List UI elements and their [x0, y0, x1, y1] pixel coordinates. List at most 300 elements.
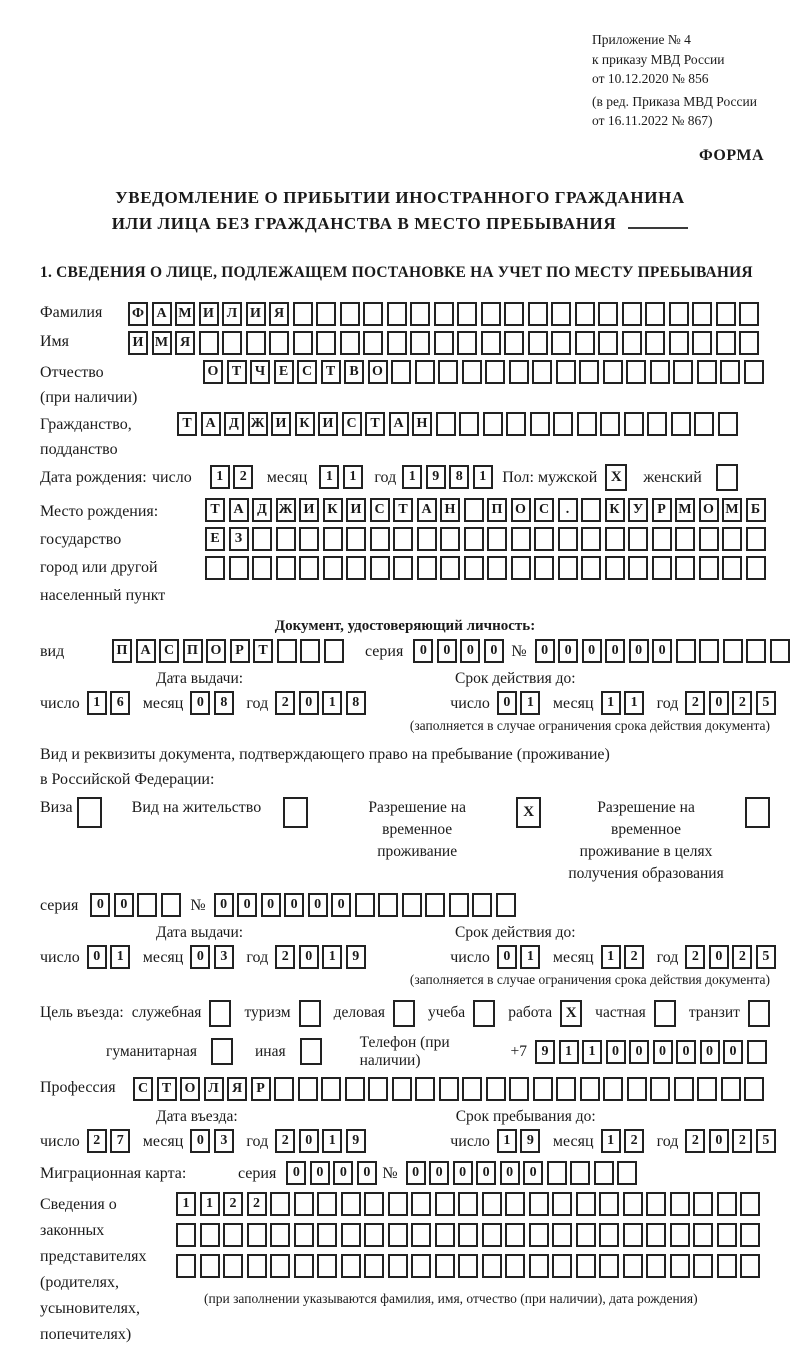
char-cell[interactable]: 1 — [87, 691, 107, 715]
char-cell[interactable] — [410, 331, 430, 355]
char-cell[interactable] — [717, 1254, 737, 1278]
char-cell[interactable] — [504, 302, 524, 326]
char-cell[interactable] — [739, 331, 759, 355]
char-cell[interactable] — [391, 360, 411, 384]
char-cell[interactable]: И — [128, 331, 148, 355]
char-cell[interactable]: Т — [177, 412, 197, 436]
char-cell[interactable] — [506, 412, 526, 436]
char-cell[interactable]: С — [534, 498, 554, 522]
char-cell[interactable] — [746, 556, 766, 580]
char-cell[interactable] — [576, 1192, 596, 1216]
char-cell[interactable] — [176, 1254, 196, 1278]
char-cell[interactable] — [346, 527, 366, 551]
char-cell[interactable] — [410, 302, 430, 326]
char-cell[interactable] — [415, 360, 435, 384]
char-cell[interactable] — [581, 527, 601, 551]
char-cell[interactable] — [746, 527, 766, 551]
char-cell[interactable] — [223, 1223, 243, 1247]
char-cell[interactable] — [324, 639, 344, 663]
char-cell[interactable] — [746, 639, 766, 663]
char-cell[interactable]: С — [297, 360, 317, 384]
char-cell[interactable]: 0 — [709, 691, 729, 715]
char-cell[interactable] — [670, 1254, 690, 1278]
char-cell[interactable] — [740, 1192, 760, 1216]
char-cell[interactable]: 0 — [709, 945, 729, 969]
char-cell[interactable]: 0 — [606, 1040, 626, 1064]
char-cell[interactable] — [355, 893, 375, 917]
char-cell[interactable]: 9 — [520, 1129, 540, 1153]
char-cell[interactable]: 0 — [331, 893, 351, 917]
char-cell[interactable]: О — [180, 1077, 200, 1101]
char-cell[interactable] — [293, 302, 313, 326]
char-cell[interactable] — [623, 1192, 643, 1216]
char-cell[interactable] — [534, 556, 554, 580]
char-cell[interactable] — [599, 1192, 619, 1216]
char-cell[interactable] — [425, 893, 445, 917]
char-cell[interactable] — [744, 1077, 764, 1101]
char-cell[interactable]: Т — [253, 639, 273, 663]
char-cell[interactable]: 2 — [732, 691, 752, 715]
char-cell[interactable] — [481, 331, 501, 355]
char-cell[interactable]: О — [203, 360, 223, 384]
char-cell[interactable]: 2 — [685, 945, 705, 969]
char-cell[interactable] — [528, 331, 548, 355]
char-cell[interactable]: 2 — [685, 691, 705, 715]
char-cell[interactable]: 1 — [210, 465, 230, 489]
char-cell[interactable]: Д — [224, 412, 244, 436]
char-cell[interactable] — [458, 1223, 478, 1247]
char-cell[interactable] — [532, 360, 552, 384]
char-cell[interactable]: 9 — [346, 945, 366, 969]
char-cell[interactable] — [205, 556, 225, 580]
char-cell[interactable]: 0 — [286, 1161, 306, 1185]
char-cell[interactable]: Т — [157, 1077, 177, 1101]
char-cell[interactable]: 0 — [299, 1129, 319, 1153]
char-cell[interactable] — [697, 360, 717, 384]
char-cell[interactable] — [692, 302, 712, 326]
char-cell[interactable]: К — [295, 412, 315, 436]
char-cell[interactable] — [747, 1040, 767, 1064]
char-cell[interactable]: 0 — [523, 1161, 543, 1185]
char-cell[interactable] — [294, 1254, 314, 1278]
char-cell[interactable] — [600, 412, 620, 436]
char-cell[interactable] — [317, 1254, 337, 1278]
char-cell[interactable]: 9 — [426, 465, 446, 489]
char-cell[interactable] — [411, 1254, 431, 1278]
char-cell[interactable] — [363, 302, 383, 326]
char-cell[interactable] — [364, 1254, 384, 1278]
char-cell[interactable]: А — [201, 412, 221, 436]
char-cell[interactable]: 0 — [652, 639, 672, 663]
char-cell[interactable] — [486, 1077, 506, 1101]
char-cell[interactable]: С — [133, 1077, 153, 1101]
char-cell[interactable]: 2 — [732, 1129, 752, 1153]
char-cell[interactable]: 8 — [214, 691, 234, 715]
char-cell[interactable] — [576, 1254, 596, 1278]
char-cell[interactable]: М — [675, 498, 695, 522]
char-cell[interactable] — [321, 1077, 341, 1101]
purpose-study-checkbox[interactable] — [473, 1000, 495, 1027]
char-cell[interactable] — [558, 527, 578, 551]
char-cell[interactable]: Я — [269, 302, 289, 326]
char-cell[interactable] — [496, 893, 516, 917]
char-cell[interactable] — [317, 1192, 337, 1216]
char-cell[interactable] — [580, 1077, 600, 1101]
char-cell[interactable] — [200, 1254, 220, 1278]
char-cell[interactable]: 0 — [460, 639, 480, 663]
char-cell[interactable] — [646, 1223, 666, 1247]
char-cell[interactable] — [673, 360, 693, 384]
char-cell[interactable]: 8 — [449, 465, 469, 489]
char-cell[interactable] — [392, 1077, 412, 1101]
char-cell[interactable] — [487, 556, 507, 580]
char-cell[interactable]: 0 — [535, 639, 555, 663]
char-cell[interactable]: 0 — [582, 639, 602, 663]
char-cell[interactable] — [622, 302, 642, 326]
char-cell[interactable]: 0 — [497, 691, 517, 715]
char-cell[interactable]: О — [699, 498, 719, 522]
char-cell[interactable] — [617, 1161, 637, 1185]
char-cell[interactable] — [387, 331, 407, 355]
purpose-other-checkbox[interactable] — [300, 1038, 322, 1065]
char-cell[interactable] — [449, 893, 469, 917]
char-cell[interactable]: 2 — [275, 691, 295, 715]
char-cell[interactable] — [670, 1223, 690, 1247]
char-cell[interactable] — [298, 1077, 318, 1101]
char-cell[interactable] — [393, 527, 413, 551]
char-cell[interactable] — [294, 1192, 314, 1216]
char-cell[interactable]: Н — [440, 498, 460, 522]
char-cell[interactable] — [482, 1192, 502, 1216]
char-cell[interactable] — [529, 1254, 549, 1278]
char-cell[interactable] — [270, 1192, 290, 1216]
char-cell[interactable] — [402, 893, 422, 917]
char-cell[interactable]: 0 — [653, 1040, 673, 1064]
char-cell[interactable]: 1 — [473, 465, 493, 489]
char-cell[interactable] — [553, 412, 573, 436]
char-cell[interactable] — [246, 331, 266, 355]
char-cell[interactable] — [458, 1192, 478, 1216]
char-cell[interactable]: И — [199, 302, 219, 326]
char-cell[interactable] — [505, 1192, 525, 1216]
char-cell[interactable] — [717, 1223, 737, 1247]
char-cell[interactable] — [487, 527, 507, 551]
char-cell[interactable] — [581, 498, 601, 522]
char-cell[interactable]: 0 — [429, 1161, 449, 1185]
char-cell[interactable]: 0 — [87, 945, 107, 969]
char-cell[interactable]: В — [344, 360, 364, 384]
char-cell[interactable]: Ж — [276, 498, 296, 522]
char-cell[interactable]: 0 — [484, 639, 504, 663]
char-cell[interactable] — [223, 1254, 243, 1278]
char-cell[interactable] — [744, 360, 764, 384]
char-cell[interactable] — [247, 1223, 267, 1247]
char-cell[interactable] — [556, 360, 576, 384]
char-cell[interactable]: 9 — [535, 1040, 555, 1064]
char-cell[interactable]: Т — [365, 412, 385, 436]
char-cell[interactable] — [739, 302, 759, 326]
char-cell[interactable] — [485, 360, 505, 384]
char-cell[interactable] — [411, 1223, 431, 1247]
char-cell[interactable] — [722, 556, 742, 580]
char-cell[interactable] — [438, 360, 458, 384]
char-cell[interactable]: 0 — [413, 639, 433, 663]
char-cell[interactable] — [575, 302, 595, 326]
char-cell[interactable]: М — [175, 302, 195, 326]
temp-permit-checkbox[interactable]: X — [516, 797, 541, 828]
char-cell[interactable] — [599, 1223, 619, 1247]
char-cell[interactable]: И — [346, 498, 366, 522]
char-cell[interactable]: 0 — [299, 691, 319, 715]
char-cell[interactable] — [270, 1223, 290, 1247]
char-cell[interactable] — [457, 302, 477, 326]
visa-checkbox[interactable] — [77, 797, 102, 828]
char-cell[interactable]: 0 — [476, 1161, 496, 1185]
char-cell[interactable] — [370, 556, 390, 580]
char-cell[interactable]: 6 — [110, 691, 130, 715]
char-cell[interactable]: 1 — [322, 1129, 342, 1153]
char-cell[interactable] — [669, 302, 689, 326]
purpose-humanitarian-checkbox[interactable] — [211, 1038, 233, 1065]
char-cell[interactable]: 1 — [343, 465, 363, 489]
char-cell[interactable] — [388, 1192, 408, 1216]
char-cell[interactable] — [340, 331, 360, 355]
edu-permit-checkbox[interactable] — [745, 797, 770, 828]
char-cell[interactable] — [200, 1223, 220, 1247]
char-cell[interactable] — [458, 1254, 478, 1278]
char-cell[interactable]: 1 — [110, 945, 130, 969]
char-cell[interactable] — [717, 1192, 737, 1216]
char-cell[interactable]: 2 — [624, 1129, 644, 1153]
char-cell[interactable]: П — [487, 498, 507, 522]
char-cell[interactable] — [650, 360, 670, 384]
char-cell[interactable] — [605, 527, 625, 551]
char-cell[interactable] — [721, 1077, 741, 1101]
char-cell[interactable]: 0 — [558, 639, 578, 663]
char-cell[interactable]: 1 — [402, 465, 422, 489]
char-cell[interactable] — [650, 1077, 670, 1101]
char-cell[interactable]: 0 — [284, 893, 304, 917]
char-cell[interactable] — [378, 893, 398, 917]
char-cell[interactable] — [530, 412, 550, 436]
char-cell[interactable]: К — [605, 498, 625, 522]
char-cell[interactable]: 2 — [732, 945, 752, 969]
char-cell[interactable] — [345, 1077, 365, 1101]
char-cell[interactable]: 2 — [275, 945, 295, 969]
char-cell[interactable]: У — [628, 498, 648, 522]
char-cell[interactable]: 2 — [275, 1129, 295, 1153]
char-cell[interactable]: А — [229, 498, 249, 522]
char-cell[interactable] — [699, 556, 719, 580]
char-cell[interactable] — [740, 1223, 760, 1247]
char-cell[interactable] — [464, 498, 484, 522]
char-cell[interactable] — [716, 331, 736, 355]
char-cell[interactable] — [622, 331, 642, 355]
char-cell[interactable]: И — [271, 412, 291, 436]
char-cell[interactable]: 0 — [310, 1161, 330, 1185]
char-cell[interactable]: 0 — [723, 1040, 743, 1064]
char-cell[interactable]: 1 — [624, 691, 644, 715]
char-cell[interactable]: Ч — [250, 360, 270, 384]
char-cell[interactable] — [528, 302, 548, 326]
char-cell[interactable] — [462, 1077, 482, 1101]
char-cell[interactable] — [558, 556, 578, 580]
char-cell[interactable] — [599, 1254, 619, 1278]
char-cell[interactable] — [317, 1223, 337, 1247]
char-cell[interactable] — [434, 331, 454, 355]
char-cell[interactable] — [675, 556, 695, 580]
char-cell[interactable]: 0 — [629, 1040, 649, 1064]
char-cell[interactable]: М — [152, 331, 172, 355]
char-cell[interactable] — [646, 1254, 666, 1278]
char-cell[interactable] — [598, 302, 618, 326]
char-cell[interactable] — [482, 1254, 502, 1278]
char-cell[interactable] — [628, 527, 648, 551]
char-cell[interactable] — [579, 360, 599, 384]
sex-female-checkbox[interactable] — [716, 464, 738, 491]
char-cell[interactable] — [464, 527, 484, 551]
char-cell[interactable] — [556, 1077, 576, 1101]
char-cell[interactable] — [645, 302, 665, 326]
char-cell[interactable]: 1 — [601, 1129, 621, 1153]
char-cell[interactable] — [229, 556, 249, 580]
char-cell[interactable] — [270, 1254, 290, 1278]
char-cell[interactable]: П — [183, 639, 203, 663]
char-cell[interactable]: 0 — [406, 1161, 426, 1185]
char-cell[interactable]: 0 — [605, 639, 625, 663]
char-cell[interactable]: 0 — [308, 893, 328, 917]
char-cell[interactable]: 0 — [114, 893, 134, 917]
char-cell[interactable]: Е — [205, 527, 225, 551]
char-cell[interactable]: Р — [251, 1077, 271, 1101]
char-cell[interactable] — [388, 1254, 408, 1278]
char-cell[interactable]: 2 — [624, 945, 644, 969]
purpose-private-checkbox[interactable] — [654, 1000, 676, 1027]
char-cell[interactable] — [323, 556, 343, 580]
char-cell[interactable] — [623, 1254, 643, 1278]
purpose-tourism-checkbox[interactable] — [299, 1000, 321, 1027]
char-cell[interactable] — [603, 1077, 623, 1101]
char-cell[interactable] — [341, 1223, 361, 1247]
char-cell[interactable] — [440, 527, 460, 551]
char-cell[interactable]: 0 — [497, 945, 517, 969]
char-cell[interactable] — [483, 412, 503, 436]
char-cell[interactable]: 1 — [601, 945, 621, 969]
char-cell[interactable]: 2 — [247, 1192, 267, 1216]
char-cell[interactable] — [693, 1192, 713, 1216]
char-cell[interactable] — [340, 302, 360, 326]
char-cell[interactable] — [176, 1223, 196, 1247]
char-cell[interactable] — [417, 527, 437, 551]
char-cell[interactable] — [504, 331, 524, 355]
char-cell[interactable] — [222, 331, 242, 355]
char-cell[interactable] — [552, 1254, 572, 1278]
char-cell[interactable] — [697, 1077, 717, 1101]
char-cell[interactable] — [720, 360, 740, 384]
char-cell[interactable] — [199, 331, 219, 355]
char-cell[interactable] — [552, 1192, 572, 1216]
char-cell[interactable] — [529, 1192, 549, 1216]
char-cell[interactable] — [252, 527, 272, 551]
char-cell[interactable] — [440, 556, 460, 580]
char-cell[interactable] — [699, 527, 719, 551]
char-cell[interactable] — [511, 556, 531, 580]
char-cell[interactable]: Р — [652, 498, 672, 522]
char-cell[interactable] — [459, 412, 479, 436]
char-cell[interactable] — [370, 527, 390, 551]
char-cell[interactable] — [675, 527, 695, 551]
char-cell[interactable] — [346, 556, 366, 580]
char-cell[interactable] — [722, 527, 742, 551]
char-cell[interactable] — [415, 1077, 435, 1101]
char-cell[interactable]: О — [511, 498, 531, 522]
char-cell[interactable]: 5 — [756, 945, 776, 969]
char-cell[interactable] — [439, 1077, 459, 1101]
char-cell[interactable] — [252, 556, 272, 580]
char-cell[interactable]: 1 — [520, 945, 540, 969]
char-cell[interactable]: 0 — [333, 1161, 353, 1185]
char-cell[interactable] — [692, 331, 712, 355]
char-cell[interactable] — [294, 1223, 314, 1247]
char-cell[interactable]: 0 — [261, 893, 281, 917]
char-cell[interactable]: Я — [227, 1077, 247, 1101]
char-cell[interactable] — [462, 360, 482, 384]
purpose-transit-checkbox[interactable] — [748, 1000, 770, 1027]
char-cell[interactable] — [388, 1223, 408, 1247]
char-cell[interactable] — [511, 527, 531, 551]
char-cell[interactable]: Т — [205, 498, 225, 522]
char-cell[interactable]: 1 — [322, 945, 342, 969]
char-cell[interactable] — [387, 302, 407, 326]
char-cell[interactable]: 5 — [756, 1129, 776, 1153]
char-cell[interactable]: 0 — [500, 1161, 520, 1185]
char-cell[interactable]: Ф — [128, 302, 148, 326]
char-cell[interactable] — [276, 527, 296, 551]
char-cell[interactable]: 0 — [90, 893, 110, 917]
char-cell[interactable] — [645, 331, 665, 355]
char-cell[interactable]: Я — [175, 331, 195, 355]
char-cell[interactable] — [341, 1192, 361, 1216]
char-cell[interactable] — [341, 1254, 361, 1278]
char-cell[interactable]: М — [722, 498, 742, 522]
char-cell[interactable]: 0 — [299, 945, 319, 969]
char-cell[interactable]: 0 — [214, 893, 234, 917]
char-cell[interactable] — [693, 1223, 713, 1247]
char-cell[interactable] — [718, 412, 738, 436]
char-cell[interactable]: С — [159, 639, 179, 663]
char-cell[interactable] — [316, 331, 336, 355]
char-cell[interactable]: 1 — [559, 1040, 579, 1064]
char-cell[interactable] — [509, 360, 529, 384]
char-cell[interactable] — [575, 331, 595, 355]
char-cell[interactable] — [277, 639, 297, 663]
char-cell[interactable]: 0 — [437, 639, 457, 663]
char-cell[interactable] — [669, 331, 689, 355]
char-cell[interactable]: Ж — [248, 412, 268, 436]
char-cell[interactable] — [576, 1223, 596, 1247]
char-cell[interactable]: Е — [274, 360, 294, 384]
char-cell[interactable] — [581, 556, 601, 580]
char-cell[interactable]: 3 — [214, 1129, 234, 1153]
char-cell[interactable] — [435, 1223, 455, 1247]
purpose-business-checkbox[interactable] — [209, 1000, 231, 1027]
char-cell[interactable]: 0 — [357, 1161, 377, 1185]
char-cell[interactable]: 0 — [237, 893, 257, 917]
char-cell[interactable]: А — [389, 412, 409, 436]
char-cell[interactable] — [417, 556, 437, 580]
purpose-work-checkbox[interactable]: X — [560, 1000, 582, 1027]
char-cell[interactable] — [577, 412, 597, 436]
